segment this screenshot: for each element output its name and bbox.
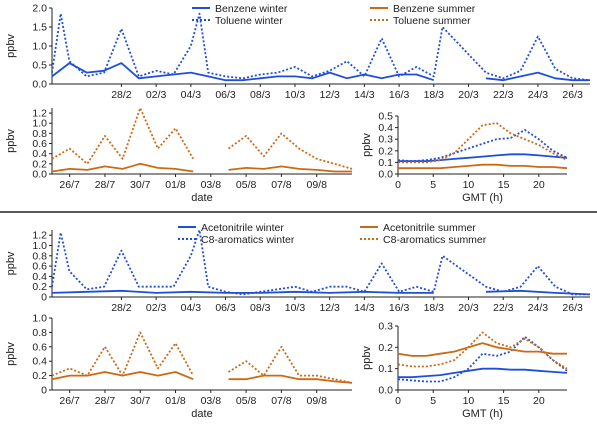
legend-label-c8-winter: C8-aromatics winter — [201, 234, 295, 246]
y-tick-label: 0.2 — [378, 341, 393, 354]
x-tick-label: 18/3 — [423, 302, 445, 314]
x-tick-label: 20/3 — [458, 89, 479, 101]
x-tick-label: 15 — [497, 179, 510, 191]
y-axis-label: ppbv — [361, 133, 373, 157]
x-tick-label: 5 — [430, 395, 437, 407]
y-tick-label: 0 — [41, 291, 47, 304]
y-tick-label: 0.6 — [32, 341, 47, 354]
y-tick-label: 1.2 — [32, 107, 47, 120]
y-tick-label: 0.2 — [32, 281, 47, 294]
y-axis-label: ppbv — [5, 251, 17, 276]
series-line-toluene-summer — [52, 108, 352, 169]
x-tick-label: 06/3 — [215, 302, 236, 314]
x-tick-label: 26/7 — [59, 395, 80, 407]
legend-label-toluene-winter: Toluene winter — [215, 15, 283, 27]
y-tick-label: 0.2 — [32, 158, 47, 171]
x-tick-label: 28/2 — [111, 302, 132, 314]
y-tick-label: 0.4 — [32, 270, 47, 283]
x-tick-label: 02/3 — [145, 302, 167, 314]
y-tick-label: 0.4 — [378, 122, 393, 135]
y-tick-label: 0.8 — [32, 127, 47, 140]
y-tick-label: 0.8 — [32, 250, 47, 263]
legend-label-acetonitrile-winter: Acetonitrile winter — [201, 222, 284, 234]
legend-label-benzene-summer: Benzene summer — [393, 3, 476, 15]
x-tick-label: 22/3 — [493, 302, 514, 314]
x-tick-label: 30/7 — [130, 395, 151, 407]
x-tick-label: 18/3 — [423, 89, 445, 101]
x-axis-label: GMT (h) — [462, 408, 503, 420]
legend-label-c8-summer: C8-aromatics summer — [383, 234, 487, 246]
x-tick-label: 28/7 — [94, 179, 116, 191]
y-tick-label: 0.0 — [378, 168, 393, 181]
y-tick-label: 0.4 — [32, 148, 47, 161]
y-tick-label: 1.0 — [32, 40, 47, 53]
y-axis-label: ppbv — [5, 342, 17, 366]
bottom-winter-panel — [5, 230, 590, 314]
x-tick-label: 20 — [532, 395, 545, 407]
top-diurnal-panel — [361, 111, 567, 205]
legend-label-benzene-winter: Benzene winter — [215, 3, 288, 15]
y-tick-label: 0.6 — [32, 138, 47, 151]
y-tick-label: 1.0 — [32, 117, 47, 130]
x-tick-label: 24/3 — [527, 89, 549, 101]
x-tick-label: 5 — [430, 179, 437, 191]
series-line-acetonitrile-summer — [52, 372, 352, 383]
x-tick-label: 28/2 — [111, 89, 132, 101]
y-tick-label: 0.8 — [32, 326, 47, 339]
x-tick-label: 12/3 — [319, 302, 340, 314]
y-tick-label: 0.0 — [378, 384, 393, 397]
x-tick-label: 24/3 — [527, 302, 549, 314]
x-tick-label: 07/8 — [271, 179, 292, 191]
x-tick-label: 03/8 — [200, 395, 222, 407]
y-axis-label: ppbv — [5, 34, 17, 58]
x-tick-label: 20/3 — [458, 302, 479, 314]
x-tick-label: 16/3 — [388, 302, 410, 314]
x-tick-label: 05/8 — [235, 395, 257, 407]
y-tick-label: 1.0 — [32, 239, 47, 252]
x-tick-label: 02/3 — [145, 89, 167, 101]
y-axis-label: ppbv — [361, 346, 373, 370]
top-legend — [192, 3, 476, 27]
x-tick-label: 28/7 — [94, 395, 116, 407]
x-tick-label: 06/3 — [215, 89, 236, 101]
series-line-acetonitrile-winter — [52, 291, 590, 295]
bottom-diurnal-panel — [361, 321, 567, 421]
y-tick-label: 0.6 — [32, 260, 47, 273]
x-tick-label: 0 — [395, 395, 401, 407]
y-tick-label: 0.2 — [32, 370, 47, 383]
y-tick-label: 2.0 — [32, 2, 47, 15]
x-tick-label: 10 — [462, 179, 475, 191]
x-tick-label: 26/7 — [59, 179, 80, 191]
series-line-benzene-winter — [52, 63, 590, 80]
x-tick-label: 03/8 — [200, 179, 222, 191]
series-line-toluene-winter — [52, 14, 590, 81]
x-axis-label: GMT (h) — [462, 192, 503, 204]
y-axis-label: ppbv — [5, 129, 17, 153]
y-tick-label: 0.5 — [378, 110, 393, 123]
x-tick-label: 05/8 — [235, 179, 257, 191]
x-tick-label: 04/3 — [180, 302, 202, 314]
x-tick-label: 0 — [395, 179, 401, 191]
x-tick-label: 30/7 — [130, 179, 151, 191]
x-tick-label: 01/8 — [165, 395, 186, 407]
y-tick-label: 0.5 — [32, 59, 47, 72]
x-tick-label: 12/3 — [319, 89, 340, 101]
x-tick-label: 14/3 — [354, 89, 375, 101]
x-tick-label: 10/3 — [284, 302, 306, 314]
legend-label-acetonitrile-summer: Acetonitrile summer — [383, 222, 476, 234]
bottom-legend — [178, 222, 487, 246]
y-tick-label: 0.1 — [378, 363, 393, 376]
y-tick-label: 0 — [41, 384, 47, 397]
top-winter-panel — [5, 3, 590, 102]
x-tick-label: 09/8 — [306, 179, 327, 191]
y-tick-label: 1.2 — [32, 229, 47, 242]
x-tick-label: 01/8 — [165, 179, 186, 191]
x-tick-label: 08/3 — [250, 302, 271, 314]
series-line-c8-aromatics-winter — [52, 230, 590, 294]
x-tick-label: 15 — [497, 395, 510, 407]
top-summer-panel — [5, 108, 352, 204]
y-tick-label: 0.4 — [32, 355, 47, 368]
y-tick-label: 0.3 — [378, 320, 393, 333]
y-tick-label: 0.0 — [32, 168, 47, 181]
x-axis-label: date — [191, 408, 213, 420]
x-axis-label: date — [191, 192, 213, 204]
x-tick-label: 09/8 — [306, 395, 327, 407]
x-tick-label: 22/3 — [493, 89, 514, 101]
x-tick-label: 20 — [532, 179, 545, 191]
series-line-benzene-summer — [52, 164, 352, 172]
x-tick-label: 07/8 — [271, 395, 292, 407]
series-line-benzene-summer — [398, 165, 567, 169]
series-line-acetonitrile-winter — [398, 369, 567, 378]
x-tick-label: 10 — [462, 395, 475, 407]
y-tick-label: 1.0 — [32, 312, 47, 325]
y-tick-label: 1.5 — [32, 21, 47, 34]
series-line-c8-aromatics-summer — [52, 332, 352, 382]
y-tick-label: 0.1 — [378, 156, 393, 169]
y-tick-label: 0.3 — [378, 133, 393, 146]
y-tick-label: 0.2 — [378, 145, 393, 158]
y-tick-label: 0.0 — [32, 78, 47, 91]
x-tick-label: 04/3 — [180, 89, 202, 101]
x-tick-label: 14/3 — [354, 302, 375, 314]
legend-label-toluene-summer: Toluene summer — [393, 15, 471, 27]
x-tick-label: 26/3 — [562, 89, 583, 101]
x-tick-label: 16/3 — [388, 89, 410, 101]
bottom-summer-panel — [5, 313, 352, 421]
x-tick-label: 08/3 — [250, 89, 271, 101]
x-tick-label: 10/3 — [284, 89, 306, 101]
x-tick-label: 26/3 — [562, 302, 583, 314]
